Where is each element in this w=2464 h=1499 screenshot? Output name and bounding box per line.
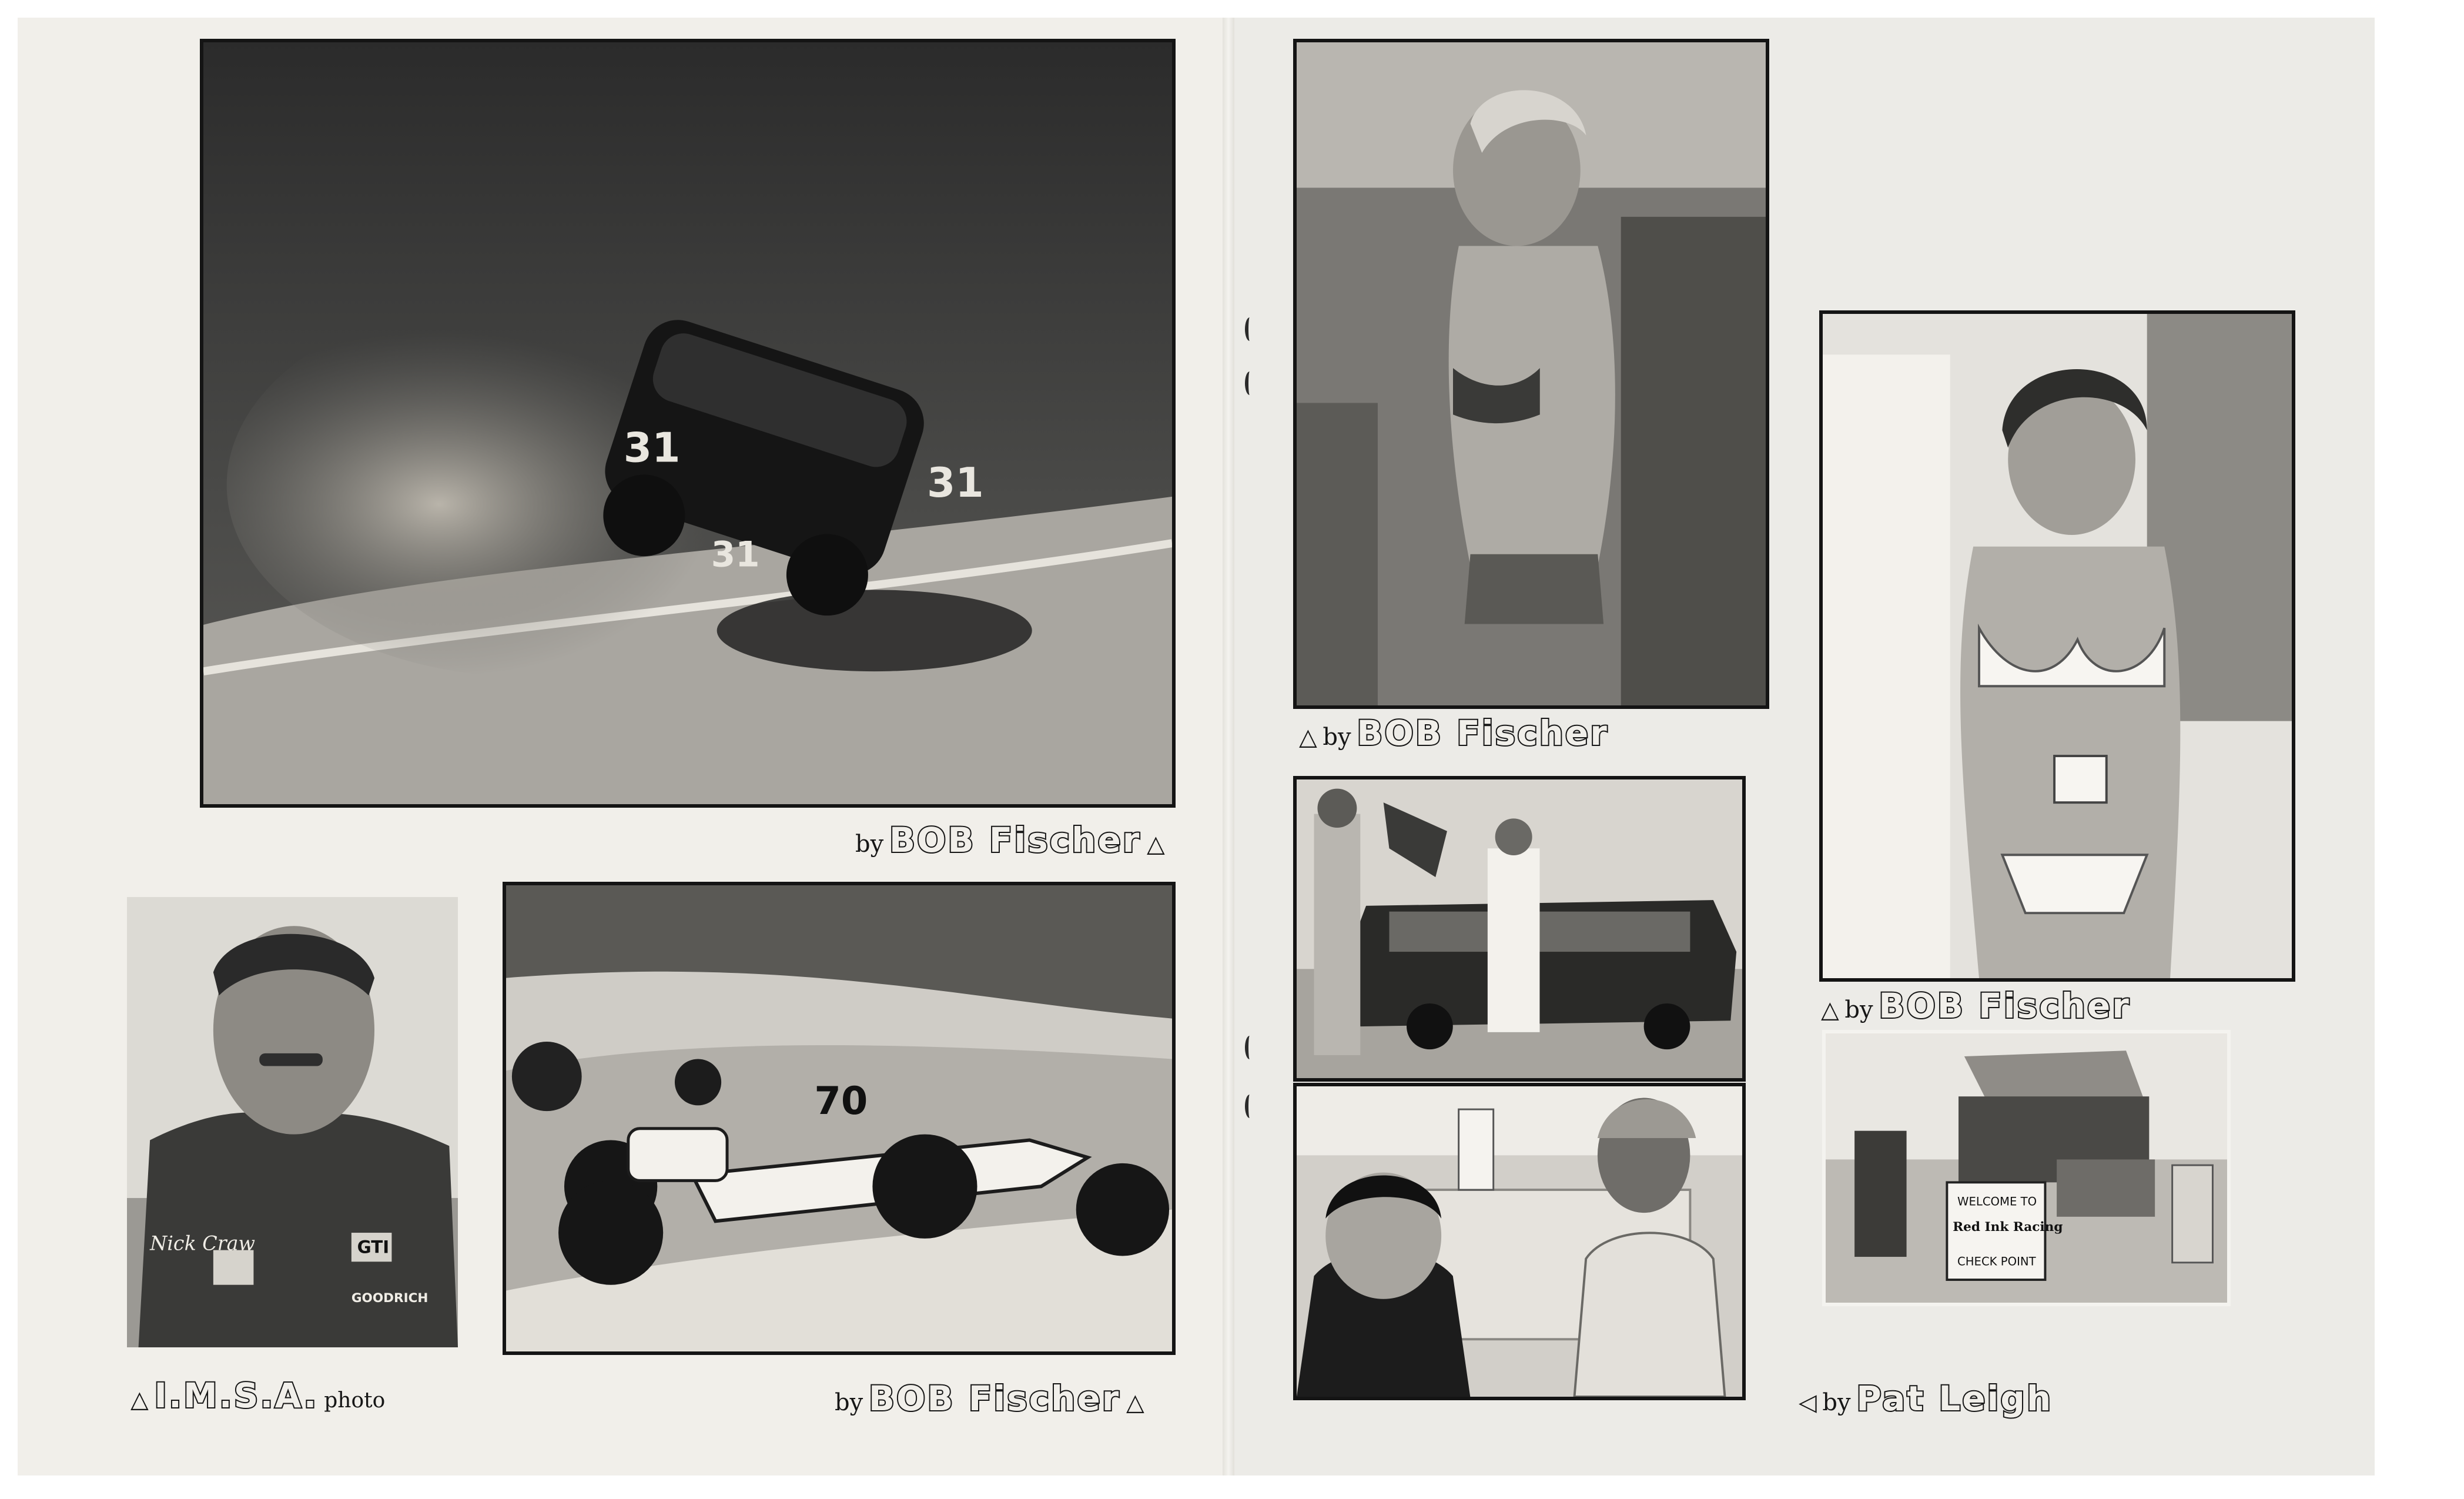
car-number-text: 31 [623, 424, 681, 472]
triangle-marker-icon: △ [1147, 831, 1165, 858]
caption-by: by [855, 831, 884, 858]
caption-by: by [1822, 1389, 1851, 1416]
caption-by: by [1844, 996, 1873, 1023]
checkpoint-photo [1822, 1030, 2231, 1306]
crash-car-photo [200, 39, 1176, 808]
binding-hole [1245, 317, 1254, 341]
bikini-woman-left-photo [1293, 39, 1769, 709]
caption-photographer: BOB Fischer [889, 820, 1141, 860]
checkpoint-caption [1799, 1378, 2053, 1418]
formula-number-text: 70 [814, 1079, 868, 1124]
jacket-badge-text: GTI [357, 1237, 390, 1257]
bikini-woman-right-photo [1819, 310, 2295, 982]
caption-photographer: BOB Fischer [1879, 986, 2131, 1026]
crash-car-caption [855, 820, 1165, 860]
sign-checkpoint-text: CHECK POINT [1957, 1254, 2036, 1269]
triangle-marker-icon: △ [130, 1386, 149, 1413]
car-number-text: 31 [711, 534, 760, 575]
driver-portrait-image [127, 897, 458, 1347]
laughing-pair-photo [1293, 1083, 1746, 1400]
sign-welcome-text: WELCOME TO [1957, 1194, 2037, 1209]
checkpoint-camp-image [1826, 1033, 2227, 1303]
driver-portrait-photo [123, 894, 461, 1351]
jacket-sponsor-text: GOODRICH [351, 1291, 428, 1306]
people-with-car-image [1297, 779, 1742, 1078]
caption-photographer: I.M.S.A. [154, 1376, 319, 1416]
caption-suffix: photo [324, 1388, 386, 1413]
driver-portrait-caption [130, 1376, 386, 1416]
triangle-marker-icon: ◁ [1799, 1389, 1817, 1416]
page-gutter [1223, 18, 1234, 1475]
caption-photographer: Pat Leigh [1856, 1378, 2053, 1418]
bikini-woman-right-caption [1821, 986, 2131, 1026]
binding-hole [1245, 1036, 1254, 1059]
race-car-crash-image [203, 42, 1172, 804]
laughing-people-image [1297, 1086, 1742, 1397]
sign-team-text: Red Ink Racing [1953, 1220, 2063, 1235]
woman-bikini-image [1823, 314, 2292, 978]
formula-car-image [506, 885, 1172, 1351]
formula-car-caption [835, 1378, 1144, 1418]
woman-bikini-image [1297, 42, 1766, 705]
triangle-marker-icon: △ [1299, 724, 1317, 751]
car-number-text: 31 [927, 459, 984, 507]
jacket-name-text: Nick Craw [150, 1232, 256, 1255]
triangle-marker-icon: △ [1126, 1389, 1144, 1416]
formula-car-photo [503, 882, 1176, 1355]
bikini-woman-left-caption [1299, 713, 1609, 753]
caption-by: by [835, 1389, 863, 1416]
caption-by: by [1323, 724, 1351, 751]
binding-hole [1245, 372, 1254, 395]
triangle-marker-icon: △ [1821, 996, 1839, 1023]
car-group-photo [1293, 776, 1746, 1082]
caption-photographer: BOB Fischer [1357, 713, 1609, 753]
caption-photographer: BOB Fischer [868, 1378, 1121, 1418]
binding-hole [1245, 1095, 1254, 1118]
